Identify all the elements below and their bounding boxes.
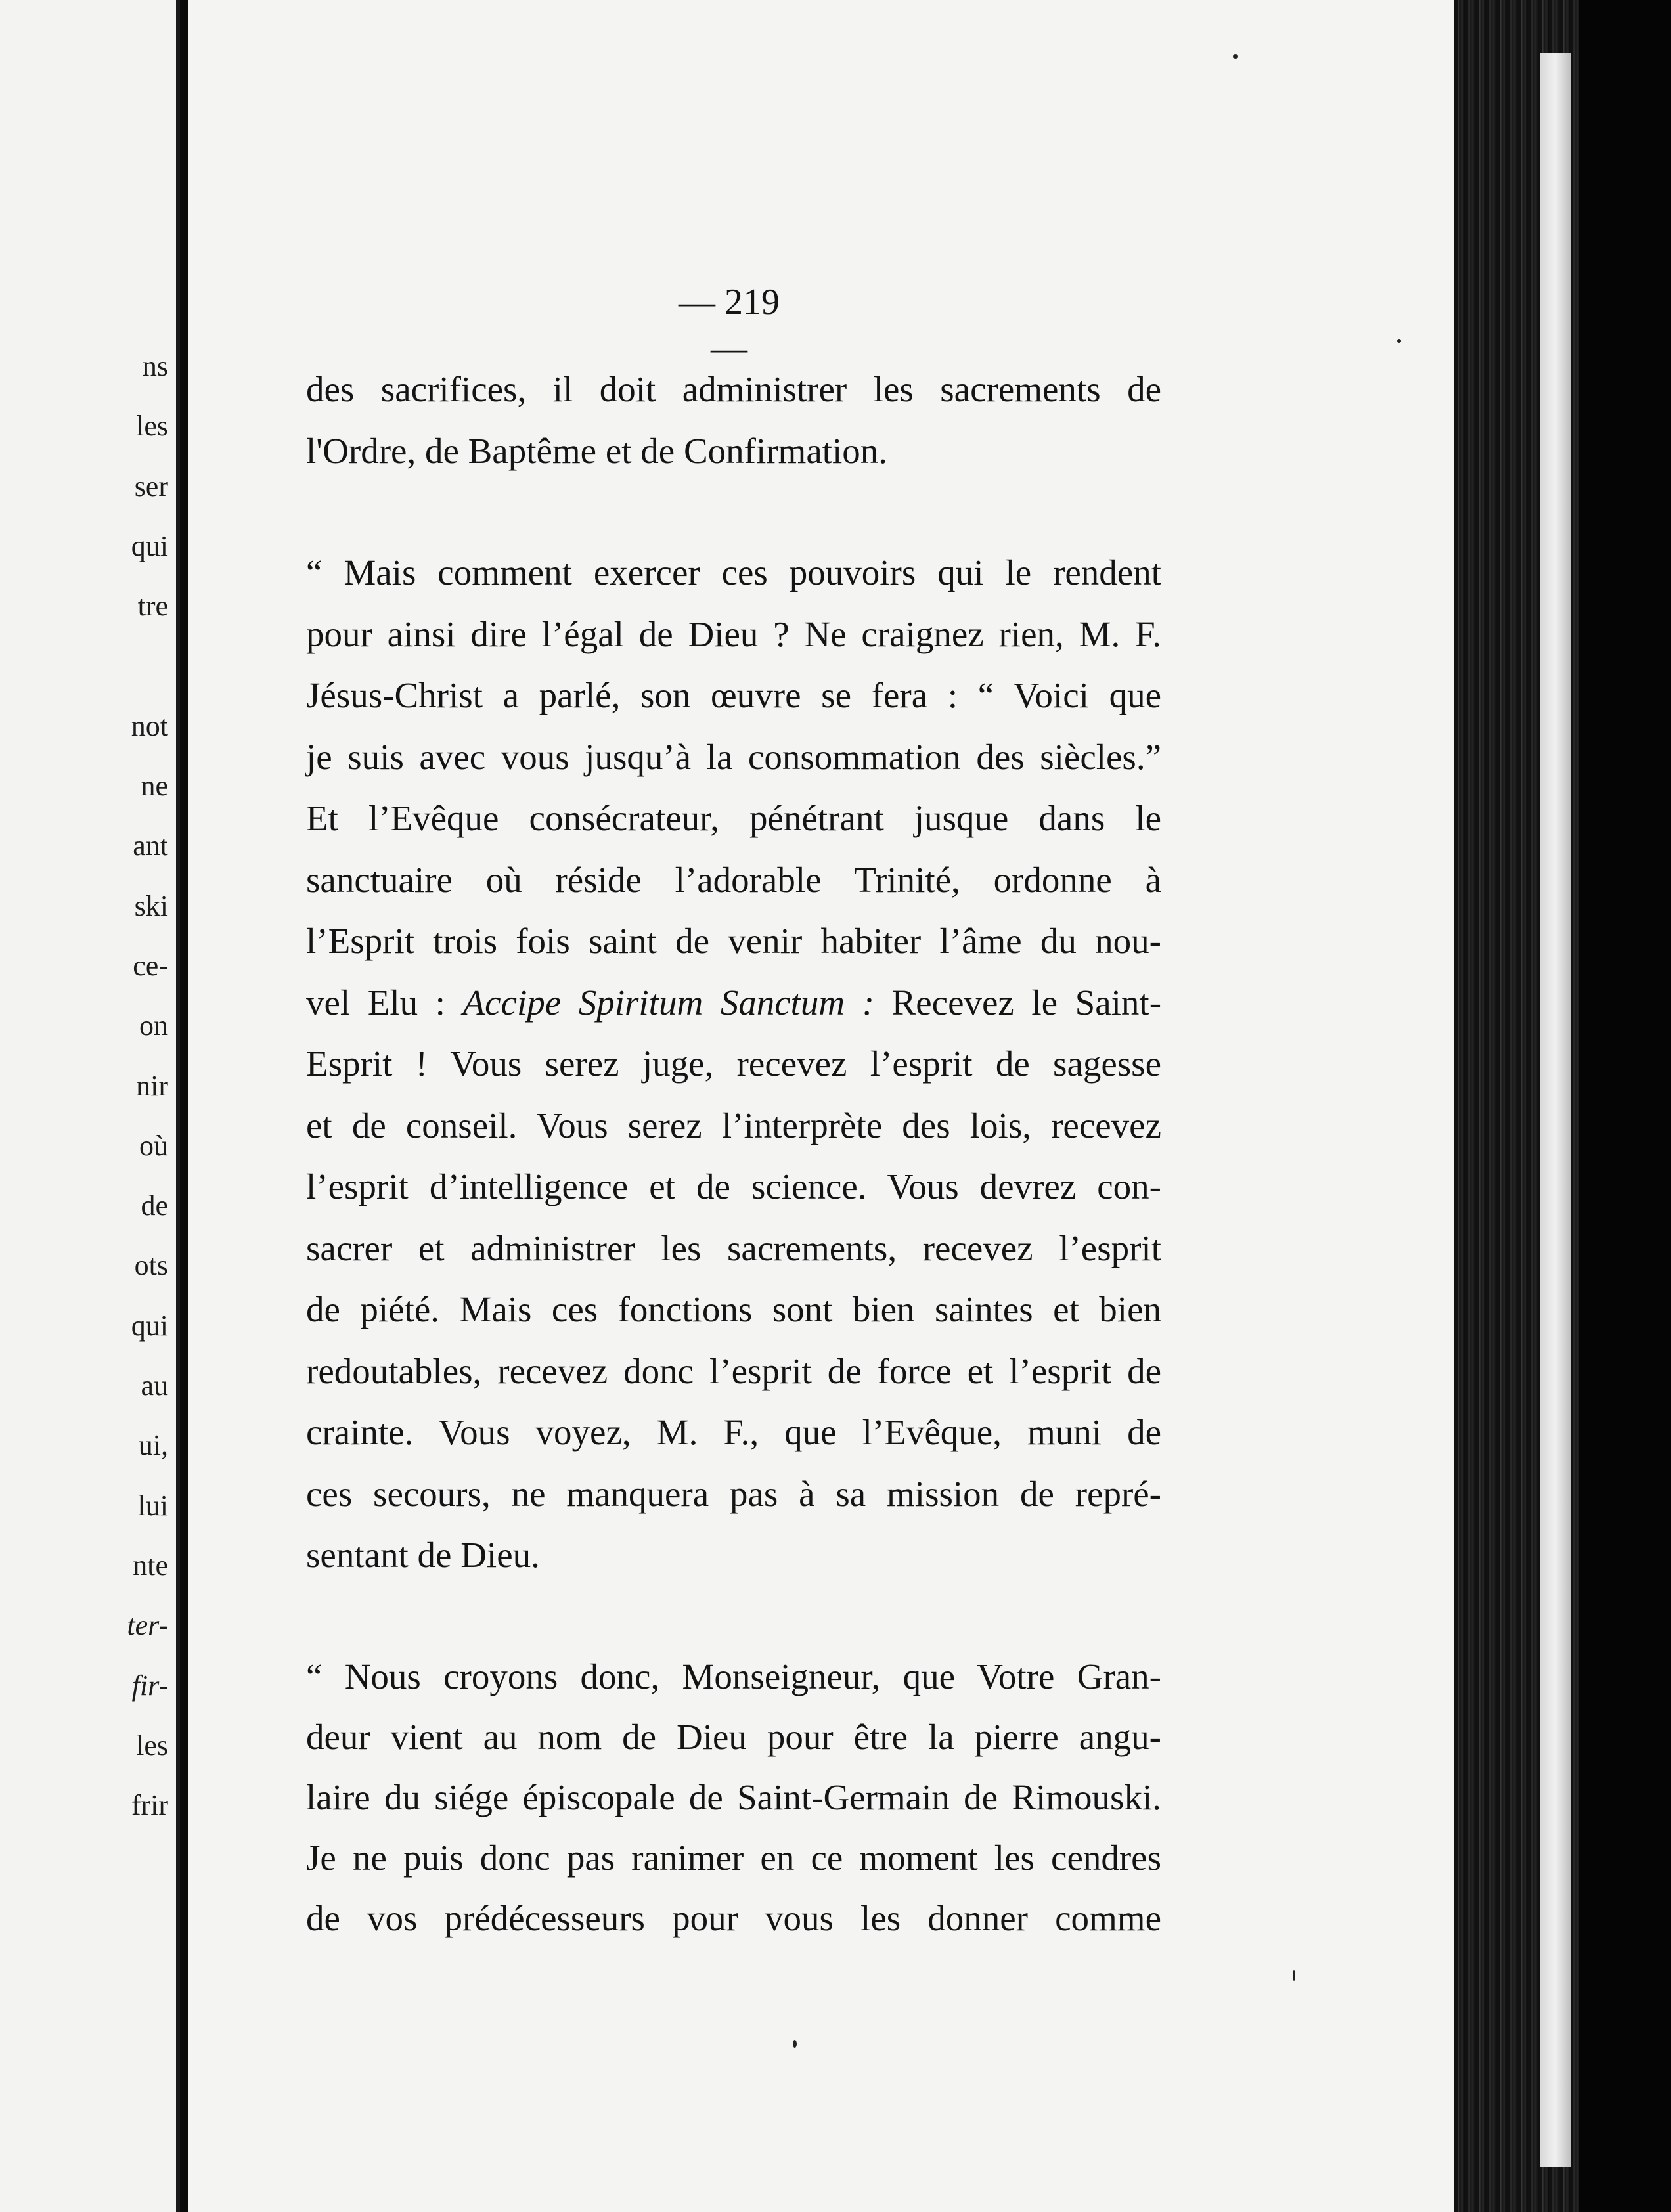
text-line: pour ainsi dire l’égal de Dieu ? Ne craignez rien, M. F. — [306, 613, 1161, 654]
left-fragment: nte — [133, 1549, 168, 1582]
left-fragment: lui — [137, 1489, 168, 1522]
scan-speck — [793, 2040, 797, 2048]
left-page-text-fragments — [0, 336, 172, 1835]
paragraph-2 — [306, 542, 1161, 1586]
left-fragment: ski — [134, 889, 168, 922]
text-line: Esprit ! Vous serez juge, recevez l’esprit de sagesse — [306, 1044, 1161, 1084]
left-fragment: ce- — [133, 949, 168, 982]
left-fragment: qui — [131, 529, 168, 562]
left-fragment: ne — [141, 770, 168, 803]
left-fragment: les — [136, 1729, 168, 1761]
left-fragment: ser — [134, 470, 168, 502]
left-fragment: ns — [142, 350, 168, 382]
text-line: ces secours, ne manquera pas à sa mission de repré- — [306, 1473, 1161, 1514]
line-end-text: Recevez le Saint- — [891, 982, 1162, 1023]
line-start-text: vel Elu : — [306, 982, 445, 1023]
text-line-with-latin — [306, 972, 1161, 1034]
binding-shadow — [1579, 0, 1671, 2212]
left-fragment — [0, 636, 172, 696]
left-fragment: tre — [137, 590, 168, 623]
left-fragment: les — [136, 410, 168, 443]
page-edge-strip — [1540, 53, 1571, 2167]
text-line: deur vient au nom de Dieu pour être la pierre angu- — [306, 1716, 1161, 1757]
scan-speck — [1397, 339, 1401, 343]
text-line: sanctuaire où réside l’adorable Trinité, ordonne à — [306, 859, 1161, 900]
latin-phrase: Accipe Spiritum Sanctum : — [462, 982, 875, 1023]
left-page-edge — [0, 0, 180, 2212]
paragraph-3 — [306, 1647, 1161, 1949]
text-line: Je ne puis donc pas ranimer en ce moment les cendres — [306, 1837, 1161, 1878]
text-line: l’esprit d’intelligence et de science. Vous devrez con- — [306, 1166, 1161, 1206]
page-number: — 219 — — [679, 282, 780, 368]
left-fragment: où — [139, 1129, 168, 1162]
left-fragment: ui, — [138, 1429, 168, 1462]
left-fragment: nir — [136, 1069, 168, 1102]
book-binding-edge — [1454, 0, 1671, 2212]
left-fragment: not — [131, 709, 168, 742]
text-line: des sacrifices, il doit administrer les sacrements de — [306, 369, 1161, 409]
left-fragment: frir — [131, 1789, 168, 1822]
text-line: l'Ordre, de Baptême et de Confirmation. — [306, 430, 888, 471]
left-fragment: ots — [134, 1249, 168, 1282]
text-line: laire du siége épiscopale de Saint-Germain de Rimouski. — [306, 1777, 1161, 1817]
text-line: sentant de Dieu. — [306, 1535, 540, 1575]
text-line: l’Esprit trois fois saint de venir habiter l’âme du nou- — [306, 921, 1161, 961]
text-line: “ Nous croyons donc, Monseigneur, que Votre Gran- — [306, 1656, 1161, 1696]
scan-speck — [1293, 1970, 1295, 1981]
text-line: sacrer et administrer les sacrements, recevez l’esprit — [306, 1228, 1161, 1268]
text-line: redoutables, recevez donc l’esprit de force et l’esprit de — [306, 1350, 1161, 1391]
left-fragment: qui — [131, 1309, 168, 1342]
text-line: et de conseil. Vous serez l’interprète des lois, recevez — [306, 1105, 1161, 1145]
text-line: “ Mais comment exercer ces pouvoirs qui le rendent — [306, 552, 1161, 592]
left-fragment: au — [141, 1369, 168, 1402]
text-line: Jésus-Christ a parlé, son œuvre se fera : “ Voici que — [306, 675, 1161, 715]
text-line: de vos prédécesseurs pour vous les donner comme — [306, 1897, 1161, 1938]
text-line: de piété. Mais ces fonctions sont bien saintes et bien — [306, 1289, 1161, 1329]
paragraph-1 — [306, 359, 1161, 481]
page-body-text — [306, 359, 1161, 1949]
text-line: Et l’Evêque consécrateur, pénétrant jusque dans le — [306, 798, 1161, 838]
left-fragment: ter- — [127, 1609, 168, 1642]
text-line: je suis avec vous jusqu’à la consommation des siècles.” — [306, 736, 1161, 777]
left-fragment: on — [139, 1009, 168, 1042]
text-line: crainte. Vous voyez, M. F., que l’Evêque, muni de — [306, 1412, 1161, 1452]
left-fragment: fir- — [131, 1669, 168, 1702]
scan-speck — [1233, 54, 1238, 59]
left-fragment: de — [141, 1189, 168, 1222]
left-fragment: ant — [133, 830, 168, 862]
